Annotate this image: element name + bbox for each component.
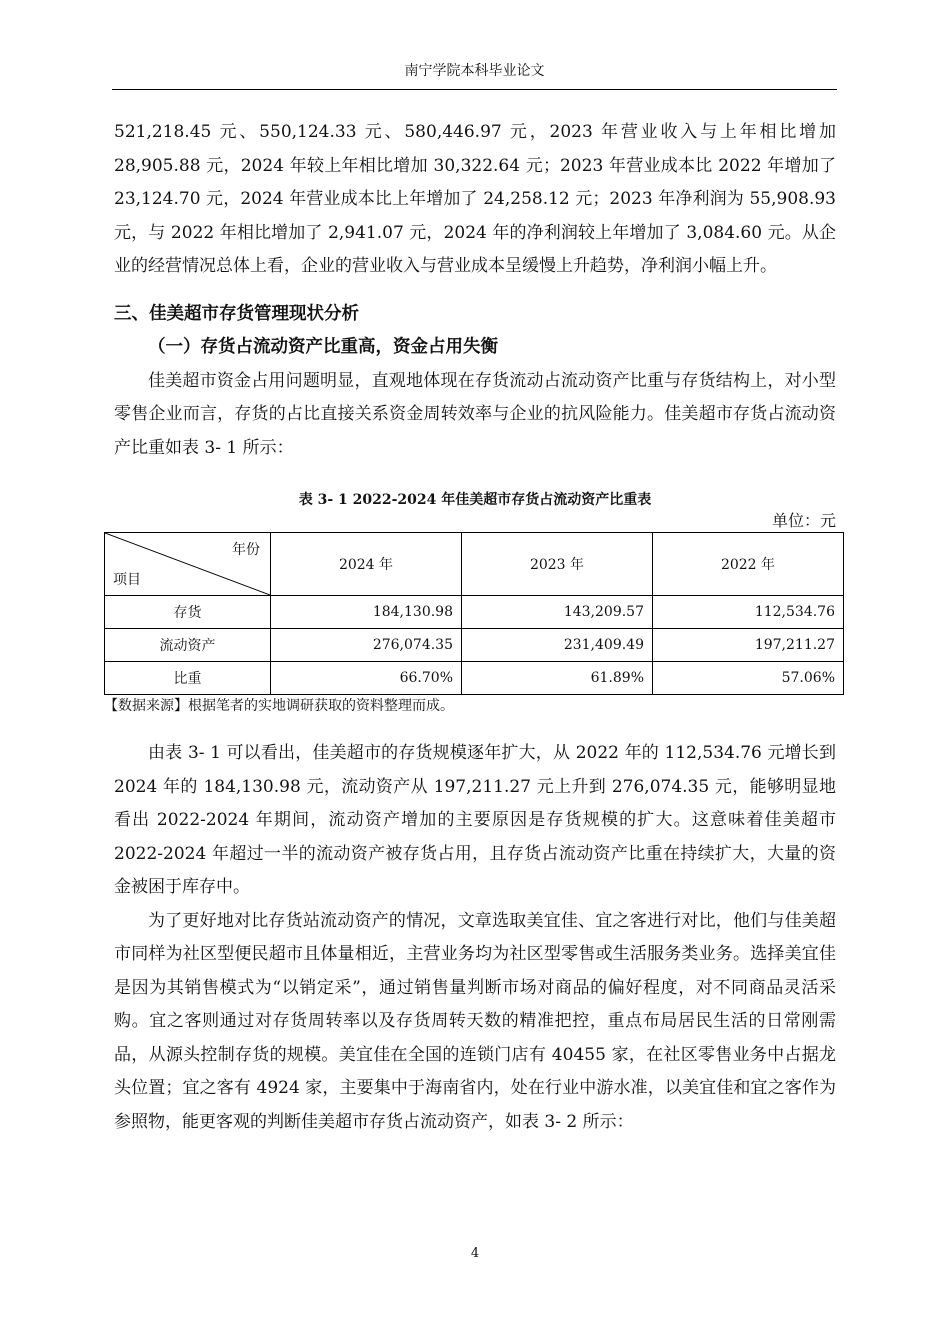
row-label: 存货 (105, 596, 271, 629)
table-cell: 231,409.49 (462, 629, 653, 662)
corner-label-item: 项目 (113, 572, 141, 588)
page-number: 4 (470, 1246, 480, 1261)
table-cell: 57.06% (653, 662, 844, 695)
table-cell: 197,211.27 (653, 629, 844, 662)
year-header: 2022 年 (653, 533, 844, 596)
table-cell: 276,074.35 (271, 629, 462, 662)
table-cell: 112,534.76 (653, 596, 844, 629)
table-cell: 184,130.98 (271, 596, 462, 629)
table-row (105, 629, 844, 662)
table-source-note: 【数据来源】根据笔者的实地调研获取的资料整理而成。 (104, 698, 454, 714)
intro-paragraph: 521,218.45 元、550,124.33 元、580,446.97 元，2023 年营业收入与上年相比增加 28,905.88 元，2024 年较上年相比增加 30,322.64 元；2023 年营业成本比 2022 年增加了 23,124.70 元，2024 年营业成本比上年增加了 24,258.12 元；2023 年净利润为 55,908.93 元，与 2022 年相比增加了 2,941.07 元，2024 年的净利润较上年增加了 3,084.60 元。从企业的经营情况总体上看，企业的营业收入与营业成本呈缓慢上升趋势，净利润小幅上升。 (114, 122, 836, 276)
table-header-row (105, 533, 844, 596)
corner-label-year: 年份 (232, 542, 260, 558)
row-label: 比重 (105, 662, 271, 695)
table-corner-cell (105, 533, 271, 596)
page-header: 南宁学院本科毕业论文 (404, 63, 545, 79)
year-header: 2024 年 (271, 533, 462, 596)
inventory-ratio-table (104, 532, 844, 695)
header-rule (112, 89, 837, 90)
document-body (104, 116, 836, 1139)
table-row (105, 596, 844, 629)
paragraph-3: 为了更好地对比存货站流动资产的情况，文章选取美宜佳、宜之客进行对比，他们与佳美超市同样为社区型便民超市且体量相近，主营业务均为社区型零售或生活服务类业务。选择美宜佳是因为其销售模式为“以销定采”，通过销售量判断市场对商品的偏好程度，对不同商品灵活采购。宜之客则通过对存货周转率以及存货周转天数的精准把控，重点布局居民生活的日常刚需品，从源头控制存货的规模。美宜佳在全国的连锁门店有 40455 家，在社区零售业务中占据龙头位置；宜之客有 4924 家，主要集中于海南省内，处在行业中游水准，以美宜佳和宜之客作为参照物，能更客观的判断佳美超市存货占流动资产，如表 3- 2 所示： (114, 910, 836, 1132)
subsection-heading: （一）存货占流动资产比重高，资金占用失衡 (148, 337, 498, 357)
section-heading: 三、佳美超市存货管理现状分析 (114, 303, 359, 324)
table-cell: 61.89% (462, 662, 653, 695)
table-cell: 66.70% (271, 662, 462, 695)
table-row (105, 662, 844, 695)
row-label: 流动资产 (105, 629, 271, 662)
paragraph-1: 佳美超市资金占用问题明显，直观地体现在存货流动占流动资产比重与存货结构上，对小型零售企业而言，存货的占比直接关系资金周转效率与企业的抗风险能力。佳美超市存货占流动资产比重如表 3- 1 所示： (114, 370, 836, 458)
paragraph-2: 由表 3- 1 可以看出，佳美超市的存货规模逐年扩大，从 2022 年的 112,534.76 元增长到 2024 年的 184,130.98 元，流动资产从 197,211.27 元上升到 276,074.35 元，能够明显地看出 2022-2024 年期间，流动资产增加的主要原因是存货规模的扩大。这意味着佳美超市 2022-2024 年超过一半的流动资产被存货占用，且存货占流动资产比重在持续扩大，大量的资金被困于库存中。 (114, 743, 836, 897)
year-header: 2023 年 (462, 533, 653, 596)
table-unit: 单位：元 (771, 511, 836, 530)
table-cell: 143,209.57 (462, 596, 653, 629)
table-caption: 表 3- 1 2022-2024 年佳美超市存货占流动资产比重表 (298, 492, 652, 508)
